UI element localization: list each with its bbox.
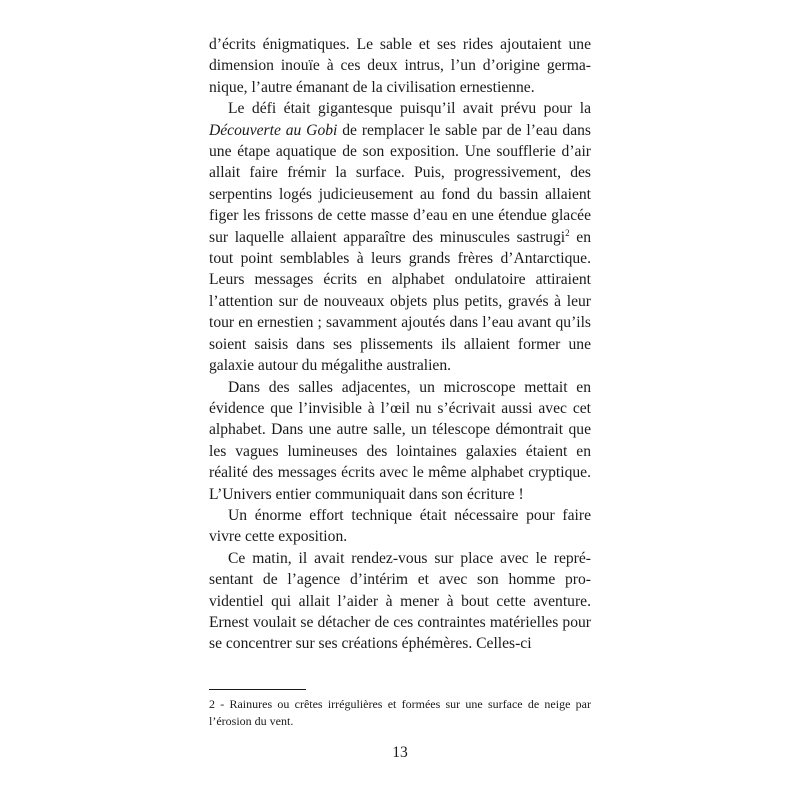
italic-title: Découverte au Gobi [209, 121, 338, 139]
paragraph [209, 98, 591, 376]
text-run: de remplacer le sable par de l’eau dans une étape aquatique de son exposition. Une soufflerie d’air allait faire frémir la surface. Puis, progressivement, des serpentins logés judicieusement au fond du bassin allaient figer les frissons de cette masse d’eau en une étendue glacée sur laquelle allaient apparaître des minuscules sastrugi [209, 121, 591, 246]
text-run: en tout point semblables à leurs grands frères d’Antarctique. Leurs messages écrits en alphabet ondulatoire attiraient l’attention sur de nouveaux objets plus petits, gravés à leur tour en ernestien ; savamment ajoutés dans l’eau avant qu’ils soient saisis dans ses plissements ils allaient former une galaxie autour du mégalithe australien. [209, 228, 591, 375]
paragraph [209, 505, 591, 548]
text-run: d’écrits énigmatiques. Le sable et ses rides ajoutaient une dimension inouïe à ces deux intrus, l’un d’origine germanique, l’autre émanant de la civilisation ernestienne. [209, 36, 591, 96]
text-run: Le défi était gigantesque puisqu’il avait prévu pour la [228, 100, 591, 118]
body-text [209, 34, 591, 655]
paragraph [209, 548, 591, 655]
text-run: Dans des salles adjacentes, un microscope mettait en évidence que l’invisible à l’œil nu s’écrivait aussi avec cet alphabet. Dans une autre salle, un télescope démontrait que les vagues lumineuses des lointaines galaxies étaient en réalité des messages écrits avec le même alphabet cryptique. L’Univers entier communiquait dans son écriture ! [209, 378, 591, 503]
footnote-marker: 2 [565, 227, 570, 238]
text-run: Un énorme effort technique était nécessaire pour faire vivre cette exposition. [209, 506, 591, 546]
footnote: 2 - Rainures ou crêtes irrégulières et formées sur une surface de neige par l’érosion du vent. [209, 697, 591, 728]
text-run: Ce matin, il avait rendez-vous sur place avec le représentant de l’agence d’intérim et avec son homme providentiel qui allait l’aider à mener à bout cette aventure. Ernest voulait se détacher de ces contraintes matérielles pour se concentrer sur ses créations éphémères. Celles-ci [209, 549, 591, 653]
footnote-rule [209, 689, 306, 690]
paragraph [209, 34, 591, 98]
page-number: 13 [392, 744, 408, 761]
paragraph [209, 377, 591, 505]
